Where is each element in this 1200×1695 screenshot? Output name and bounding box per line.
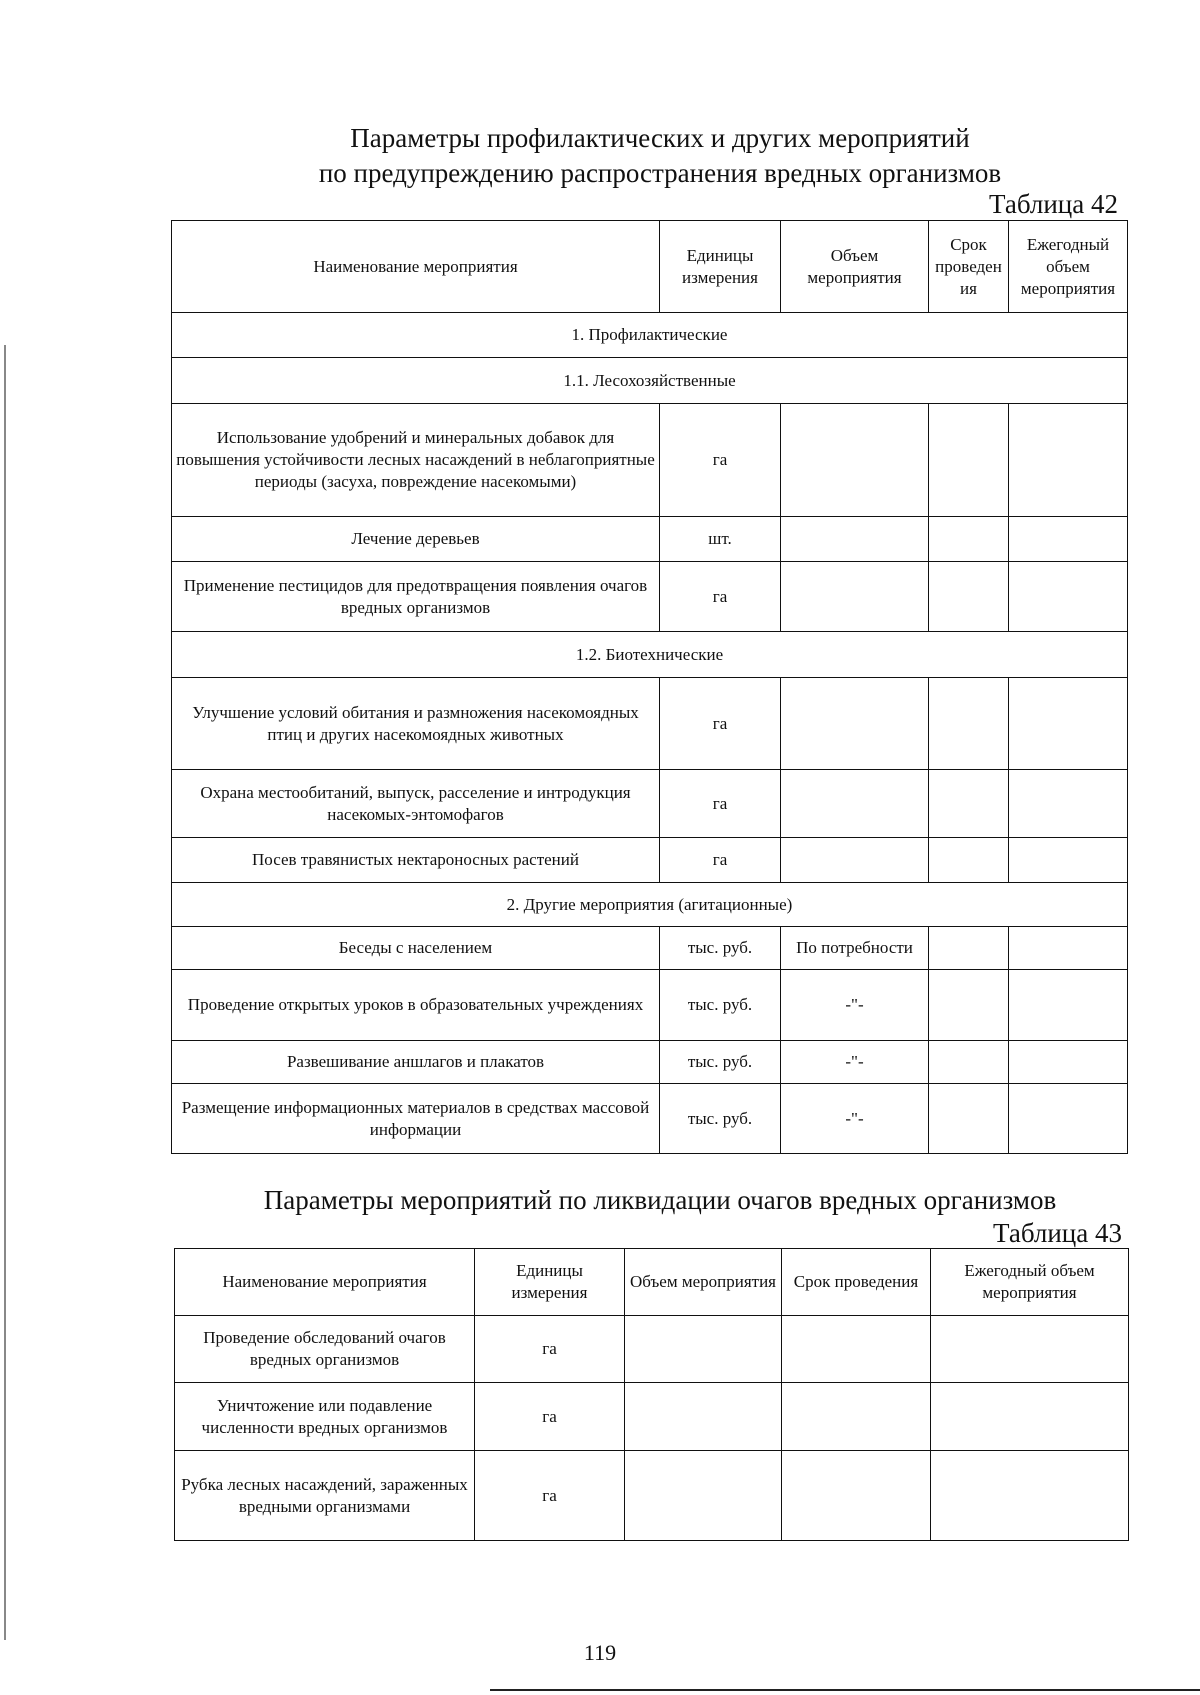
table-row bbox=[172, 838, 1128, 883]
header-name: Наименование мероприятия bbox=[172, 221, 660, 313]
header-annual: Ежегодный объем мероприятия bbox=[931, 1249, 1129, 1316]
row-name: Проведение обследований очагов вредных организмов bbox=[175, 1316, 475, 1383]
table43-label: Таблица 43 bbox=[993, 1218, 1122, 1248]
table-row bbox=[172, 562, 1128, 632]
row-unit: га bbox=[660, 562, 781, 632]
table-row bbox=[172, 927, 1128, 970]
table42-title-line2: по предупреждению распространения вредных организмов bbox=[318, 158, 1002, 188]
table43-header-row bbox=[175, 1249, 1129, 1316]
row-name: Уничтожение или подавление численности вредных организмов bbox=[175, 1383, 475, 1451]
table-row bbox=[175, 1451, 1129, 1541]
header-term: Срок проведения bbox=[782, 1249, 931, 1316]
section-row bbox=[172, 632, 1128, 678]
row-name: Использование удобрений и минеральных добавок для повышения устойчивости лесных насаждений в неблагоприятные периоды (засуха, повреждение насекомыми) bbox=[172, 404, 660, 517]
row-volume bbox=[781, 562, 929, 632]
row-unit: га bbox=[475, 1451, 625, 1541]
table-row bbox=[172, 770, 1128, 838]
header-term: Срок проведен ия bbox=[929, 221, 1009, 313]
row-unit: тыс. руб. bbox=[660, 927, 781, 970]
row-name: Лечение деревьев bbox=[172, 517, 660, 562]
row-volume: -"- bbox=[781, 970, 929, 1041]
row-unit: тыс. руб. bbox=[660, 1084, 781, 1154]
row-volume bbox=[781, 838, 929, 883]
table-row bbox=[172, 517, 1128, 562]
section-title: 1.2. Биотехнические bbox=[172, 632, 1128, 678]
row-name: Применение пестицидов для предотвращения появления очагов вредных организмов bbox=[172, 562, 660, 632]
footer-rule bbox=[490, 1689, 1200, 1691]
section-row bbox=[172, 358, 1128, 404]
row-unit: га bbox=[660, 838, 781, 883]
header-volume: Объем мероприятия bbox=[781, 221, 929, 313]
table42 bbox=[171, 220, 1128, 1154]
header-units: Единицы измерения bbox=[475, 1249, 625, 1316]
row-volume bbox=[781, 770, 929, 838]
section-row bbox=[172, 313, 1128, 358]
table-row bbox=[172, 1084, 1128, 1154]
row-name: Размещение информационных материалов в средствах массовой информации bbox=[172, 1084, 660, 1154]
row-name: Улучшение условий обитания и размножения насекомоядных птиц и других насекомоядных животных bbox=[172, 678, 660, 770]
table42-header-row bbox=[172, 221, 1128, 313]
table-row bbox=[172, 1041, 1128, 1084]
table43-title: Параметры мероприятий по ликвидации очагов вредных организмов bbox=[263, 1185, 1057, 1215]
row-name: Посев травянистых нектароносных растений bbox=[172, 838, 660, 883]
table-row bbox=[172, 404, 1128, 517]
row-volume: -"- bbox=[781, 1041, 929, 1084]
section-title: 1.1. Лесохозяйственные bbox=[172, 358, 1128, 404]
scan-edge-line bbox=[4, 345, 6, 1640]
row-volume bbox=[781, 517, 929, 562]
table-row bbox=[172, 678, 1128, 770]
row-unit: га bbox=[660, 404, 781, 517]
header-annual: Ежегодный объем мероприятия bbox=[1009, 221, 1128, 313]
table42-title-line1: Параметры профилактических и других мероприятий bbox=[350, 123, 970, 153]
row-volume bbox=[781, 678, 929, 770]
row-unit: га bbox=[475, 1316, 625, 1383]
row-unit: га bbox=[475, 1383, 625, 1451]
row-volume bbox=[781, 404, 929, 517]
table-row bbox=[175, 1316, 1129, 1383]
header-name: Наименование мероприятия bbox=[175, 1249, 475, 1316]
row-name: Проведение открытых уроков в образовательных учреждениях bbox=[172, 970, 660, 1041]
row-name: Охрана местообитаний, выпуск, расселение и интродукция насекомых-энтомофагов bbox=[172, 770, 660, 838]
section-title: 1. Профилактические bbox=[172, 313, 1128, 358]
section-row bbox=[172, 883, 1128, 927]
row-name: Развешивание аншлагов и плакатов bbox=[172, 1041, 660, 1084]
table-row bbox=[172, 970, 1128, 1041]
row-unit: га bbox=[660, 678, 781, 770]
table43 bbox=[174, 1248, 1129, 1541]
page-number: 119 bbox=[583, 1640, 617, 1665]
row-unit: тыс. руб. bbox=[660, 1041, 781, 1084]
section-title: 2. Другие мероприятия (агитационные) bbox=[172, 883, 1128, 927]
row-unit: шт. bbox=[660, 517, 781, 562]
row-name: Беседы с населением bbox=[172, 927, 660, 970]
row-volume: -"- bbox=[781, 1084, 929, 1154]
row-unit: тыс. руб. bbox=[660, 970, 781, 1041]
header-units: Единицы измерения bbox=[660, 221, 781, 313]
row-volume: По потребности bbox=[781, 927, 929, 970]
table42-label: Таблица 42 bbox=[989, 189, 1118, 219]
header-volume: Объем мероприятия bbox=[625, 1249, 782, 1316]
row-unit: га bbox=[660, 770, 781, 838]
row-name: Рубка лесных насаждений, зараженных вредными организмами bbox=[175, 1451, 475, 1541]
table-row bbox=[175, 1383, 1129, 1451]
